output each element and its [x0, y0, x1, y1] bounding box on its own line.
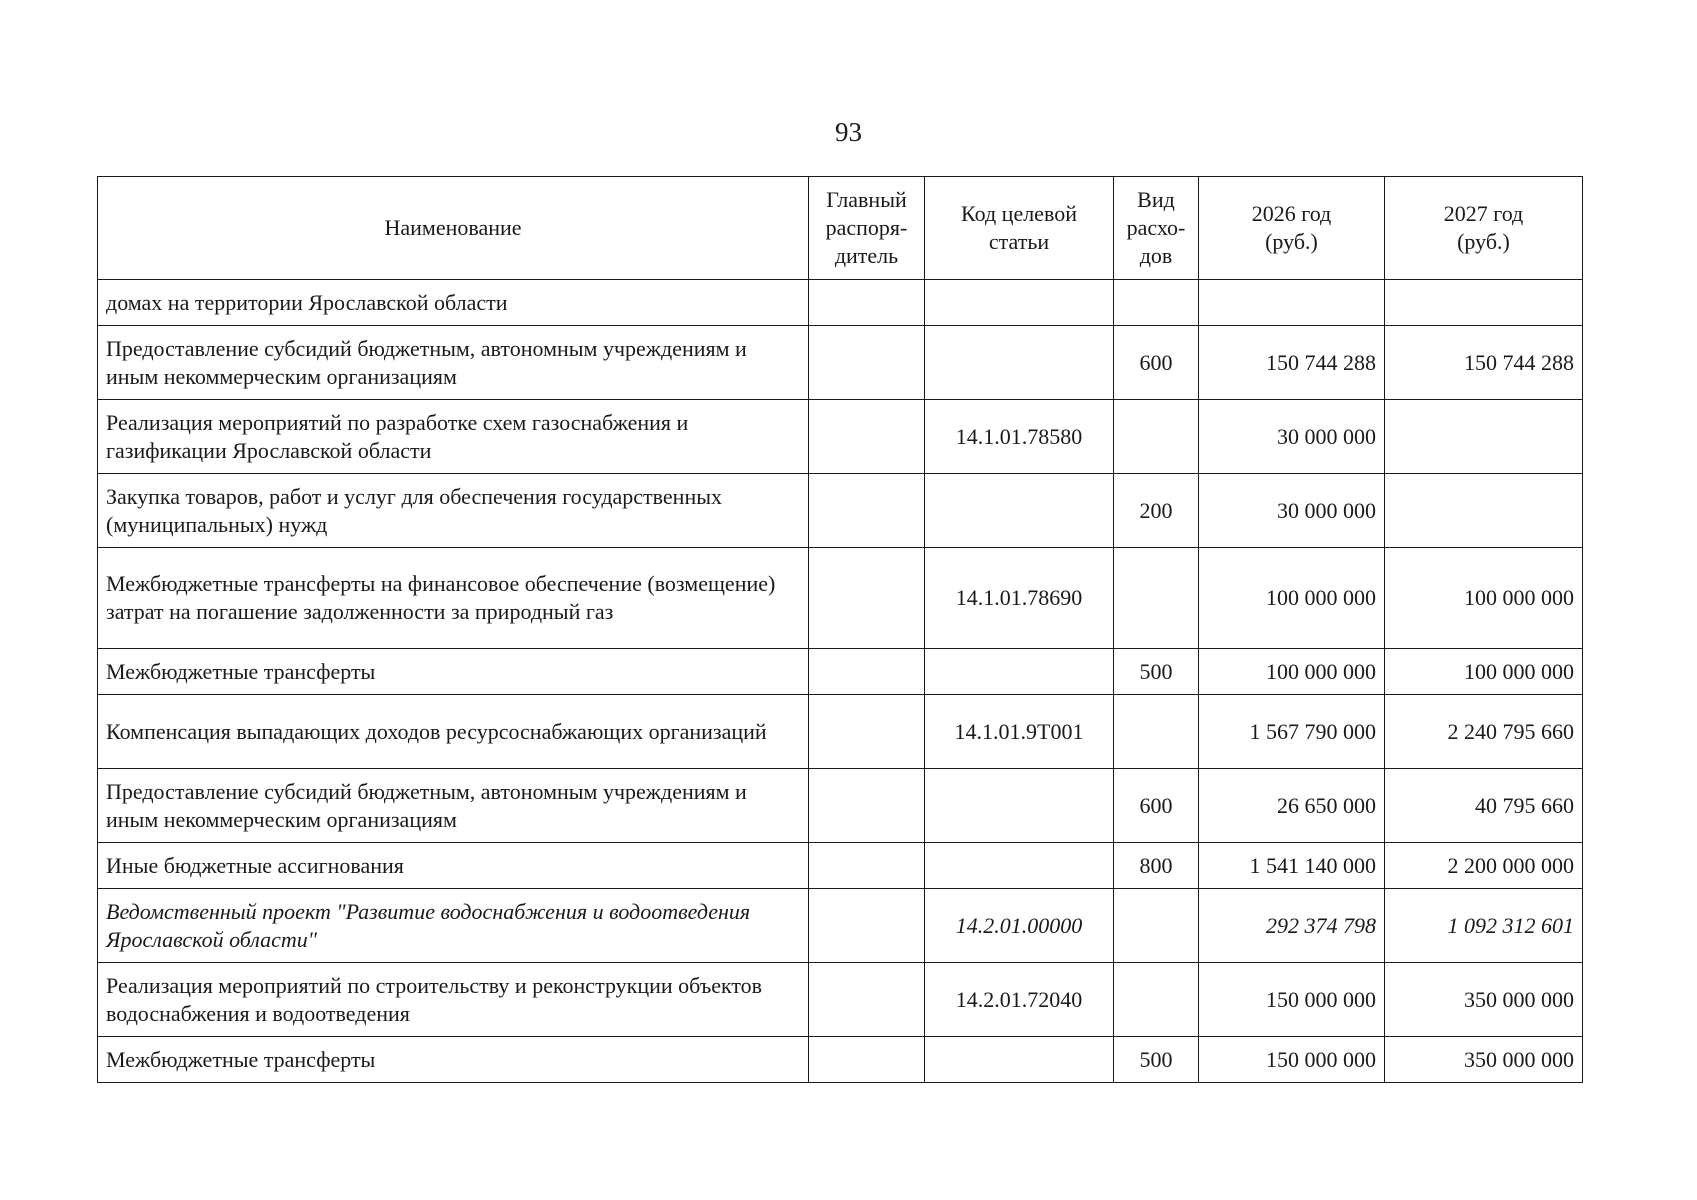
cell-name: Иные бюджетные ассигнования — [98, 843, 809, 889]
cell-type: 600 — [1114, 326, 1199, 400]
cell-type: 600 — [1114, 769, 1199, 843]
cell-2027: 100 000 000 — [1385, 649, 1583, 695]
cell-2026: 26 650 000 — [1199, 769, 1385, 843]
cell-2027: 350 000 000 — [1385, 963, 1583, 1037]
cell-code — [925, 843, 1114, 889]
cell-name: Компенсация выпадающих доходов ресурсоснабжающих организаций — [98, 695, 809, 769]
budget-table — [97, 176, 1583, 1083]
cell-name: Ведомственный проект "Развитие водоснабжения и водоотведения Ярославской области" — [98, 889, 809, 963]
cell-type — [1114, 400, 1199, 474]
cell-name: Предоставление субсидий бюджетным, автономным учреждениям и иным некоммерческим организациям — [98, 326, 809, 400]
cell-code — [925, 474, 1114, 548]
cell-name: Межбюджетные трансферты — [98, 1037, 809, 1083]
cell-type — [1114, 889, 1199, 963]
header-type — [1114, 177, 1199, 280]
table-body — [98, 280, 1583, 1083]
cell-2027: 1 092 312 601 — [1385, 889, 1583, 963]
cell-admin — [809, 695, 925, 769]
cell-2026 — [1199, 280, 1385, 326]
cell-name: Закупка товаров, работ и услуг для обеспечения государственных (муниципальных) нужд — [98, 474, 809, 548]
cell-admin — [809, 889, 925, 963]
header-type-line: дов — [1139, 243, 1173, 268]
table-row — [98, 889, 1583, 963]
cell-2026: 1 541 140 000 — [1199, 843, 1385, 889]
cell-code — [925, 649, 1114, 695]
table-row — [98, 695, 1583, 769]
cell-code: 14.2.01.72040 — [925, 963, 1114, 1037]
cell-code: 14.1.01.9Т001 — [925, 695, 1114, 769]
cell-type — [1114, 963, 1199, 1037]
cell-admin — [809, 963, 925, 1037]
cell-type — [1114, 548, 1199, 649]
header-2026 — [1199, 177, 1385, 280]
cell-admin — [809, 769, 925, 843]
cell-2026: 100 000 000 — [1199, 649, 1385, 695]
cell-code: 14.2.01.00000 — [925, 889, 1114, 963]
cell-admin — [809, 474, 925, 548]
table-row — [98, 280, 1583, 326]
header-2027 — [1385, 177, 1583, 280]
table-header-row — [98, 177, 1583, 280]
table-row — [98, 326, 1583, 400]
cell-name: Межбюджетные трансферты — [98, 649, 809, 695]
cell-2026: 30 000 000 — [1199, 474, 1385, 548]
header-2026-line: 2026 год — [1251, 201, 1332, 226]
table-row — [98, 963, 1583, 1037]
cell-admin — [809, 326, 925, 400]
header-name-label: Наименование — [384, 215, 522, 240]
cell-2027 — [1385, 474, 1583, 548]
cell-2026: 30 000 000 — [1199, 400, 1385, 474]
cell-admin — [809, 280, 925, 326]
cell-code: 14.1.01.78580 — [925, 400, 1114, 474]
cell-2026: 1 567 790 000 — [1199, 695, 1385, 769]
header-type-line: Вид — [1137, 187, 1175, 212]
header-admin — [809, 177, 925, 280]
table-row — [98, 548, 1583, 649]
header-code — [925, 177, 1114, 280]
cell-code — [925, 326, 1114, 400]
cell-name: Предоставление субсидий бюджетным, автономным учреждениям и иным некоммерческим организациям — [98, 769, 809, 843]
cell-2027: 350 000 000 — [1385, 1037, 1583, 1083]
cell-name: Реализация мероприятий по разработке схем газоснабжения и газификации Ярославской области — [98, 400, 809, 474]
header-type-line: расхо- — [1126, 215, 1186, 240]
cell-type: 200 — [1114, 474, 1199, 548]
header-admin-line: Главный — [826, 187, 907, 212]
cell-admin — [809, 548, 925, 649]
cell-type — [1114, 695, 1199, 769]
table-row — [98, 1037, 1583, 1083]
table-row — [98, 649, 1583, 695]
cell-type — [1114, 280, 1199, 326]
cell-code — [925, 1037, 1114, 1083]
cell-code — [925, 280, 1114, 326]
cell-type: 500 — [1114, 649, 1199, 695]
cell-type: 500 — [1114, 1037, 1199, 1083]
header-2026-line: (руб.) — [1265, 229, 1318, 254]
cell-code — [925, 769, 1114, 843]
cell-2026: 292 374 798 — [1199, 889, 1385, 963]
cell-2027 — [1385, 280, 1583, 326]
header-2027-line: 2027 год — [1443, 201, 1524, 226]
cell-admin — [809, 649, 925, 695]
cell-admin — [809, 400, 925, 474]
cell-2027: 2 240 795 660 — [1385, 695, 1583, 769]
page-number: 93 — [835, 117, 862, 147]
table-row — [98, 474, 1583, 548]
header-admin-line: дитель — [834, 243, 899, 268]
header-name — [98, 177, 809, 280]
cell-admin — [809, 843, 925, 889]
header-2027-line: (руб.) — [1457, 229, 1510, 254]
cell-2027 — [1385, 400, 1583, 474]
table-row — [98, 400, 1583, 474]
table-row — [98, 769, 1583, 843]
table-row — [98, 843, 1583, 889]
cell-2027: 2 200 000 000 — [1385, 843, 1583, 889]
cell-code: 14.1.01.78690 — [925, 548, 1114, 649]
cell-2026: 150 744 288 — [1199, 326, 1385, 400]
cell-2027: 150 744 288 — [1385, 326, 1583, 400]
cell-name: Реализация мероприятий по строительству и реконструкции объектов водоснабжения и водоотведения — [98, 963, 809, 1037]
header-code-line: Код целевой — [961, 201, 1077, 226]
cell-2026: 100 000 000 — [1199, 548, 1385, 649]
cell-2026: 150 000 000 — [1199, 963, 1385, 1037]
cell-name: Межбюджетные трансферты на финансовое обеспечение (возмещение) затрат на погашение задолженности за природный газ — [98, 548, 809, 649]
cell-type: 800 — [1114, 843, 1199, 889]
cell-2027: 100 000 000 — [1385, 548, 1583, 649]
header-admin-line: распоря- — [825, 215, 908, 240]
header-code-line: статьи — [988, 229, 1050, 254]
cell-2026: 150 000 000 — [1199, 1037, 1385, 1083]
cell-admin — [809, 1037, 925, 1083]
cell-2027: 40 795 660 — [1385, 769, 1583, 843]
cell-name: домах на территории Ярославской области — [98, 280, 809, 326]
